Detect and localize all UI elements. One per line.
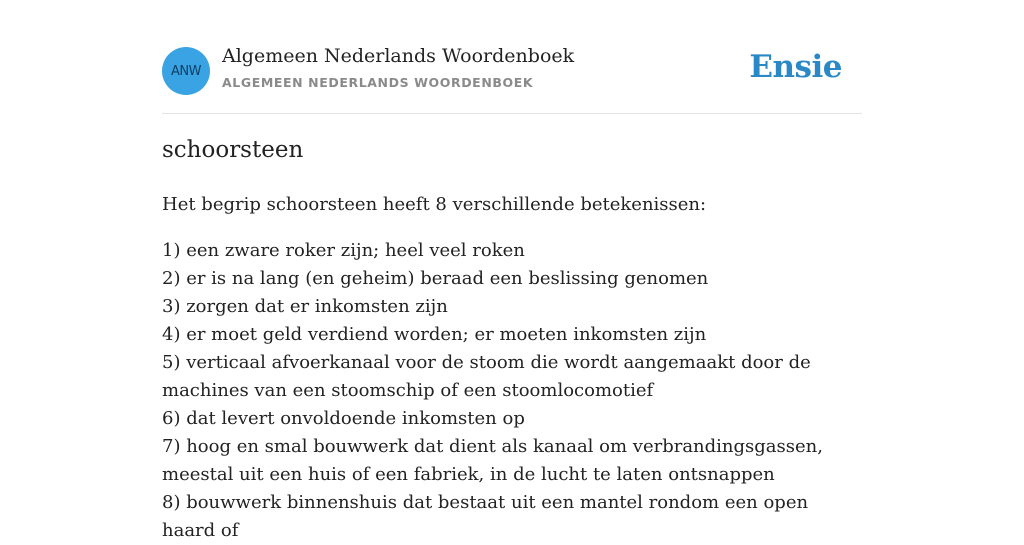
anw-logo[interactable] [162, 47, 210, 95]
meaning-item: 7) hoog en smal bouwwerk dat dient als kanaal om verbrandingsgassen, meestal uit een huis of een fabriek, in de lucht te laten ontsnappen [162, 436, 823, 485]
page [162, 0, 862, 541]
meanings-list [162, 237, 862, 545]
site-subtitle: ALGEMEEN NEDERLANDS WOORDENBOEK [222, 75, 534, 90]
ensie-brand-logo[interactable]: Ensie [749, 49, 842, 85]
meaning-item: 6) dat levert onvoldoende inkomsten op [162, 408, 525, 429]
meaning-item: 3) zorgen dat er inkomsten zijn [162, 296, 448, 317]
meaning-item: 8) bouwwerk binnenshuis dat bestaat uit een mantel rondom een open haard of [162, 492, 809, 541]
site-header [162, 0, 862, 114]
entry-intro: Het begrip schoorsteen heeft 8 verschillende betekenissen: [162, 194, 707, 215]
meaning-item: 4) er moet geld verdiend worden; er moeten inkomsten zijn [162, 324, 707, 345]
site-title[interactable]: Algemeen Nederlands Woordenboek [222, 45, 575, 67]
meaning-item: 5) verticaal afvoerkanaal voor de stoom die wordt aangemaakt door de machines van een stoomschip of een stoomlocomotief [162, 352, 811, 401]
meaning-item: 1) een zware roker zijn; heel veel roken [162, 240, 525, 261]
meaning-item: 2) er is na lang (en geheim) beraad een beslissing genomen [162, 268, 709, 289]
logo-text: ANW [171, 63, 201, 79]
entry-title: schoorsteen [162, 137, 304, 163]
